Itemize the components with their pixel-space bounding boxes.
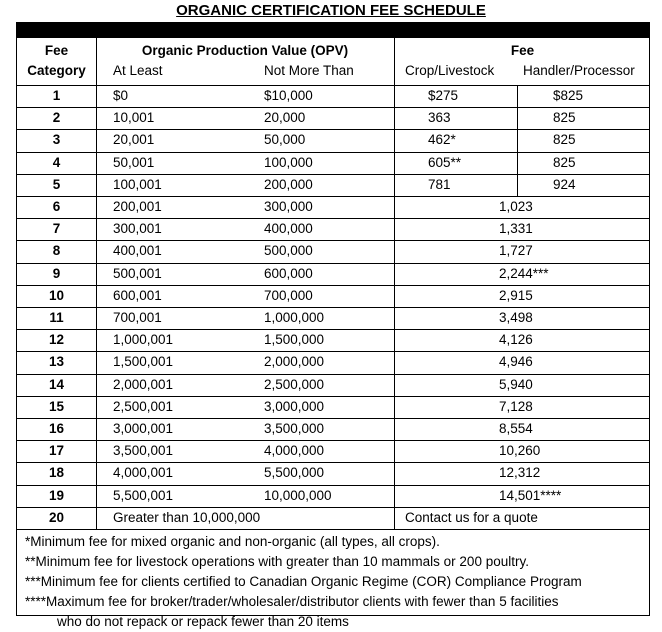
footnote: who do not repack or repack fewer than 20 items — [57, 614, 349, 629]
fee-category-cell: 9 — [52, 265, 61, 281]
row-divider — [17, 196, 649, 197]
opv-not-more-than-cell: 400,000 — [264, 221, 313, 237]
opv-not-more-than-cell: 20,000 — [264, 110, 306, 126]
footnote: ***Minimum fee for clients certified to Canadian Organic Regime (COR) Compliance Program — [25, 574, 582, 589]
fee-cell: 2,244*** — [499, 265, 549, 281]
opv-at-least-cell: 1,000,001 — [113, 332, 174, 348]
fee-cell: Contact us for a quote — [405, 509, 538, 525]
header-band — [17, 23, 649, 38]
row-divider — [17, 263, 649, 264]
header-opv-label: Organic Production Value (OPV) — [141, 43, 349, 58]
row-divider — [17, 285, 649, 286]
fee-column-divider — [394, 38, 395, 529]
opv-not-more-than-cell: 50,000 — [264, 132, 306, 148]
opv-not-more-than-cell: 2,000,000 — [264, 354, 325, 370]
row-divider — [17, 507, 649, 508]
row-divider — [17, 174, 649, 175]
handler-processor-fee-cell: 825 — [553, 154, 576, 170]
fee-cell: 1,331 — [499, 221, 533, 237]
handler-processor-fee-cell: 825 — [553, 132, 576, 148]
handler-processor-fee-cell: 924 — [553, 176, 576, 192]
footnote: *Minimum fee for mixed organic and non-organic (all types, all crops). — [25, 534, 440, 549]
row-divider — [17, 329, 649, 330]
opv-not-more-than-cell: 2,500,000 — [264, 376, 325, 392]
fee-cell: 14,501**** — [499, 487, 562, 503]
fee-category-cell: 6 — [52, 199, 61, 214]
opv-at-least-cell: 2,500,001 — [113, 398, 174, 414]
category-column-divider — [96, 38, 97, 529]
fee-cell: 3,498 — [499, 310, 533, 325]
opv-not-more-than-cell: 3,000,000 — [264, 398, 325, 414]
fee-cell: 12,312 — [499, 465, 541, 481]
row-divider — [17, 240, 649, 241]
crop-livestock-fee-cell: 462* — [428, 132, 456, 148]
header-fee-label: Fee — [44, 43, 69, 58]
footnote: ****Maximum fee for broker/trader/wholesaler/distributor clients with fewer than 5 facilities — [25, 594, 559, 609]
fee-cell: 4,946 — [499, 354, 533, 370]
fee-category-cell: 5 — [52, 176, 61, 192]
opv-at-least-cell: 3,500,001 — [113, 443, 174, 459]
header-category-label: Category — [27, 63, 86, 78]
opv-not-more-than-cell: 5,500,000 — [264, 465, 325, 481]
opv-not-more-than-cell: 100,000 — [264, 154, 313, 170]
row-divider — [17, 307, 649, 308]
fee-category-cell: 10 — [48, 287, 65, 303]
opv-at-least-cell: 3,000,001 — [113, 421, 174, 436]
opv-not-more-than-cell: 200,000 — [264, 176, 313, 192]
opv-at-least-cell: 400,001 — [113, 243, 162, 259]
opv-at-least-cell: 200,001 — [113, 199, 162, 214]
opv-not-more-than-cell: 1,500,000 — [264, 332, 325, 348]
fee-category-cell: 12 — [48, 332, 65, 348]
fee-category-cell: 19 — [48, 487, 65, 503]
opv-at-least-cell: 1,500,001 — [113, 354, 174, 370]
fee-category-cell: 8 — [52, 243, 61, 259]
fee-category-cell: 11 — [49, 310, 64, 325]
fee-category-cell: 15 — [48, 398, 65, 414]
fee-category-cell: 1 — [52, 88, 61, 103]
fee-cell: 1,727 — [499, 243, 533, 259]
row-divider — [17, 351, 649, 352]
fee-category-cell: 7 — [52, 221, 61, 237]
opv-at-least-cell: 2,000,001 — [113, 376, 174, 392]
fee-category-cell: 20 — [48, 509, 65, 525]
row-divider — [17, 107, 649, 108]
opv-at-least-cell: $0 — [113, 88, 129, 103]
opv-at-least-cell: 5,500,001 — [113, 487, 174, 503]
header-handler-processor: Handler/Processor — [523, 63, 635, 78]
opv-range-cell: Greater than 10,000,000 — [113, 509, 261, 525]
handler-processor-fee-cell: $825 — [553, 88, 584, 103]
fee-category-cell: 13 — [48, 354, 65, 370]
opv-at-least-cell: 600,001 — [113, 287, 162, 303]
page-title: ORGANIC CERTIFICATION FEE SCHEDULE — [176, 2, 486, 19]
header-at-least: At Least — [113, 63, 163, 78]
fee-cell: 5,940 — [499, 376, 533, 392]
opv-not-more-than-cell: 1,000,000 — [264, 310, 325, 325]
opv-at-least-cell: 4,000,001 — [113, 465, 174, 481]
fee-cell: 10,260 — [499, 443, 541, 459]
opv-not-more-than-cell: 3,500,000 — [264, 421, 325, 436]
row-divider — [17, 440, 649, 441]
opv-at-least-cell: 20,001 — [113, 132, 155, 148]
crop-livestock-fee-cell: 605** — [428, 154, 462, 170]
opv-at-least-cell: 50,001 — [113, 154, 155, 170]
opv-not-more-than-cell: 700,000 — [264, 287, 313, 303]
crop-livestock-fee-cell: $275 — [428, 88, 459, 103]
fee-cell: 1,023 — [499, 199, 533, 214]
opv-at-least-cell: 10,001 — [113, 110, 155, 126]
footnote: **Minimum fee for livestock operations with greater than 10 mammals or 200 poultry. — [25, 554, 529, 569]
row-divider — [17, 218, 649, 219]
opv-not-more-than-cell: 600,000 — [264, 265, 313, 281]
opv-not-more-than-cell: $10,000 — [264, 88, 313, 103]
fee-category-cell: 17 — [48, 443, 65, 459]
opv-not-more-than-cell: 4,000,000 — [264, 443, 325, 459]
row-divider — [17, 129, 649, 130]
fee-cell: 4,126 — [499, 332, 533, 348]
fee-cell: 8,554 — [499, 421, 533, 436]
opv-not-more-than-cell: 500,000 — [264, 243, 313, 259]
handler-processor-fee-cell: 825 — [553, 110, 576, 126]
header-fee-group: Fee — [510, 43, 535, 58]
fee-category-cell: 14 — [48, 376, 65, 392]
fee-schedule-table — [16, 22, 650, 629]
row-divider — [17, 529, 649, 530]
row-divider — [17, 418, 649, 419]
fee-cell: 7,128 — [499, 398, 533, 414]
fee-split-divider — [517, 85, 518, 196]
crop-livestock-fee-cell: 781 — [428, 176, 451, 192]
fee-category-cell: 2 — [52, 110, 61, 126]
fee-category-cell: 16 — [48, 421, 65, 436]
header-not-more-than: Not More Than — [264, 63, 354, 78]
header-crop-livestock: Crop/Livestock — [405, 63, 495, 78]
crop-livestock-fee-cell: 363 — [428, 110, 451, 126]
opv-not-more-than-cell: 300,000 — [264, 199, 313, 214]
fee-category-cell: 3 — [52, 132, 61, 148]
row-divider — [17, 374, 649, 375]
opv-not-more-than-cell: 10,000,000 — [264, 487, 332, 503]
opv-at-least-cell: 500,001 — [113, 265, 162, 281]
header-divider — [17, 85, 649, 86]
row-divider — [17, 485, 649, 486]
row-divider — [17, 396, 649, 397]
fee-category-cell: 18 — [48, 465, 65, 481]
opv-at-least-cell: 300,001 — [113, 221, 162, 237]
row-divider — [17, 152, 649, 153]
fee-cell: 2,915 — [499, 287, 533, 303]
opv-at-least-cell: 100,001 — [113, 176, 162, 192]
opv-at-least-cell: 700,001 — [113, 310, 162, 325]
row-divider — [17, 462, 649, 463]
fee-category-cell: 4 — [52, 154, 61, 170]
